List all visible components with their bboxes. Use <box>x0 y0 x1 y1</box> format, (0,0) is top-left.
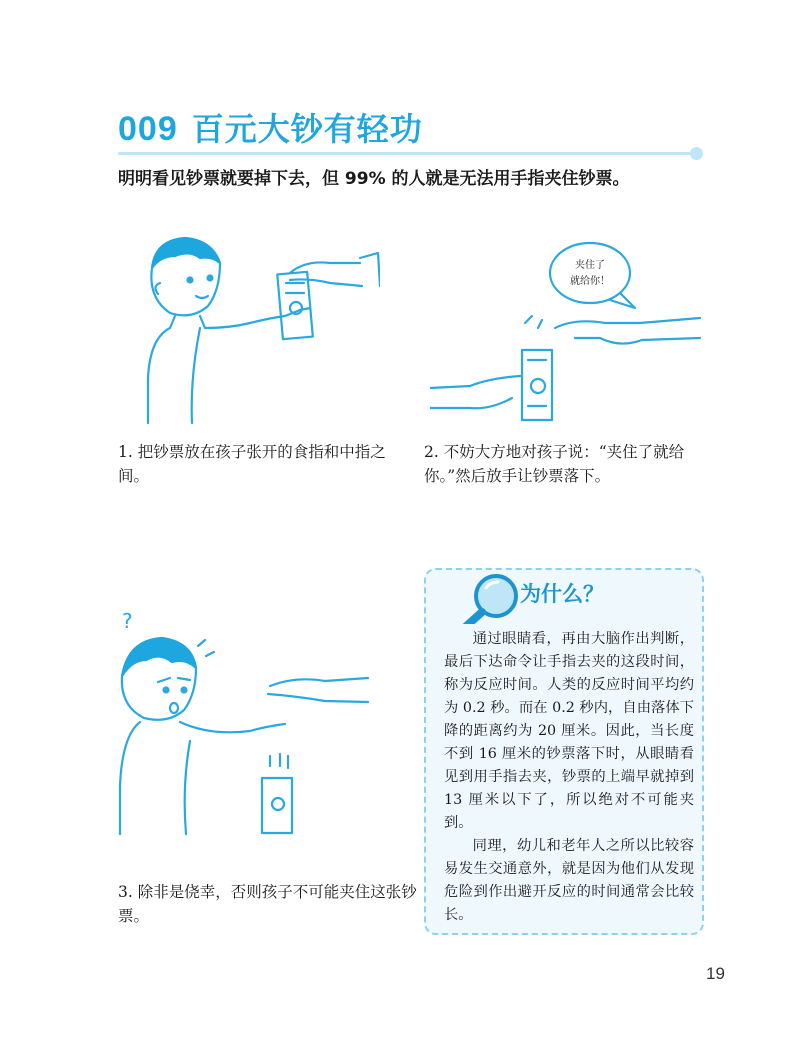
speech-line-1: 夹住了 <box>575 260 605 271</box>
step-1-caption: 1. 把钞票放在孩子张开的食指和中指之间。 <box>118 443 386 485</box>
title-underline-dot <box>690 147 703 160</box>
title-underline <box>118 152 694 155</box>
chapter-number: 009 <box>118 110 178 148</box>
step-3-caption: 3. 除非是侥幸，否则孩子不可能夹住这张钞票。 <box>118 883 417 925</box>
why-body <box>444 628 694 927</box>
subtitle: 明明看见钞票就要掉下去，但 99% 的人就是无法用手指夹住钞票。 <box>118 169 630 189</box>
why-title: 为什么？ <box>520 582 604 606</box>
why-paragraph-1: 通过眼睛看，再由大脑作出判断，最后下达命令让手指去夹的这段时间，称为反应时间。人类的反应时间平均约为 0.2 秒。而在 0.2 秒内，自由落体下降的距离约为 20 厘米。因此，当长度不到 16 厘米的钞票落下时，从眼睛看见到用手指去夹，钞票的上端早就掉到 13 厘米以下了，所以绝对不可能夹到。 <box>444 631 694 831</box>
why-paragraph-2: 同理，幼儿和老年人之所以比较容易发生交通意外，就是因为他们从发现危险到作出避开反应的时间通常会比较长。 <box>444 838 694 923</box>
chapter-title <box>118 104 423 150</box>
why-box <box>424 568 704 935</box>
question-mark: ? <box>122 609 133 633</box>
illustration-step-1 <box>130 228 380 428</box>
speech-line-2: 就给你！ <box>570 276 610 287</box>
page-number: 19 <box>706 964 725 983</box>
illustration-step-3 <box>110 606 370 836</box>
chapter-title-text: 百元大钞有轻功 <box>191 110 423 148</box>
step-2-caption: 2. 不妨大方地对孩子说：“夹住了就给你。”然后放手让钞票落下。 <box>424 443 685 485</box>
illustration-step-2 <box>430 238 710 428</box>
